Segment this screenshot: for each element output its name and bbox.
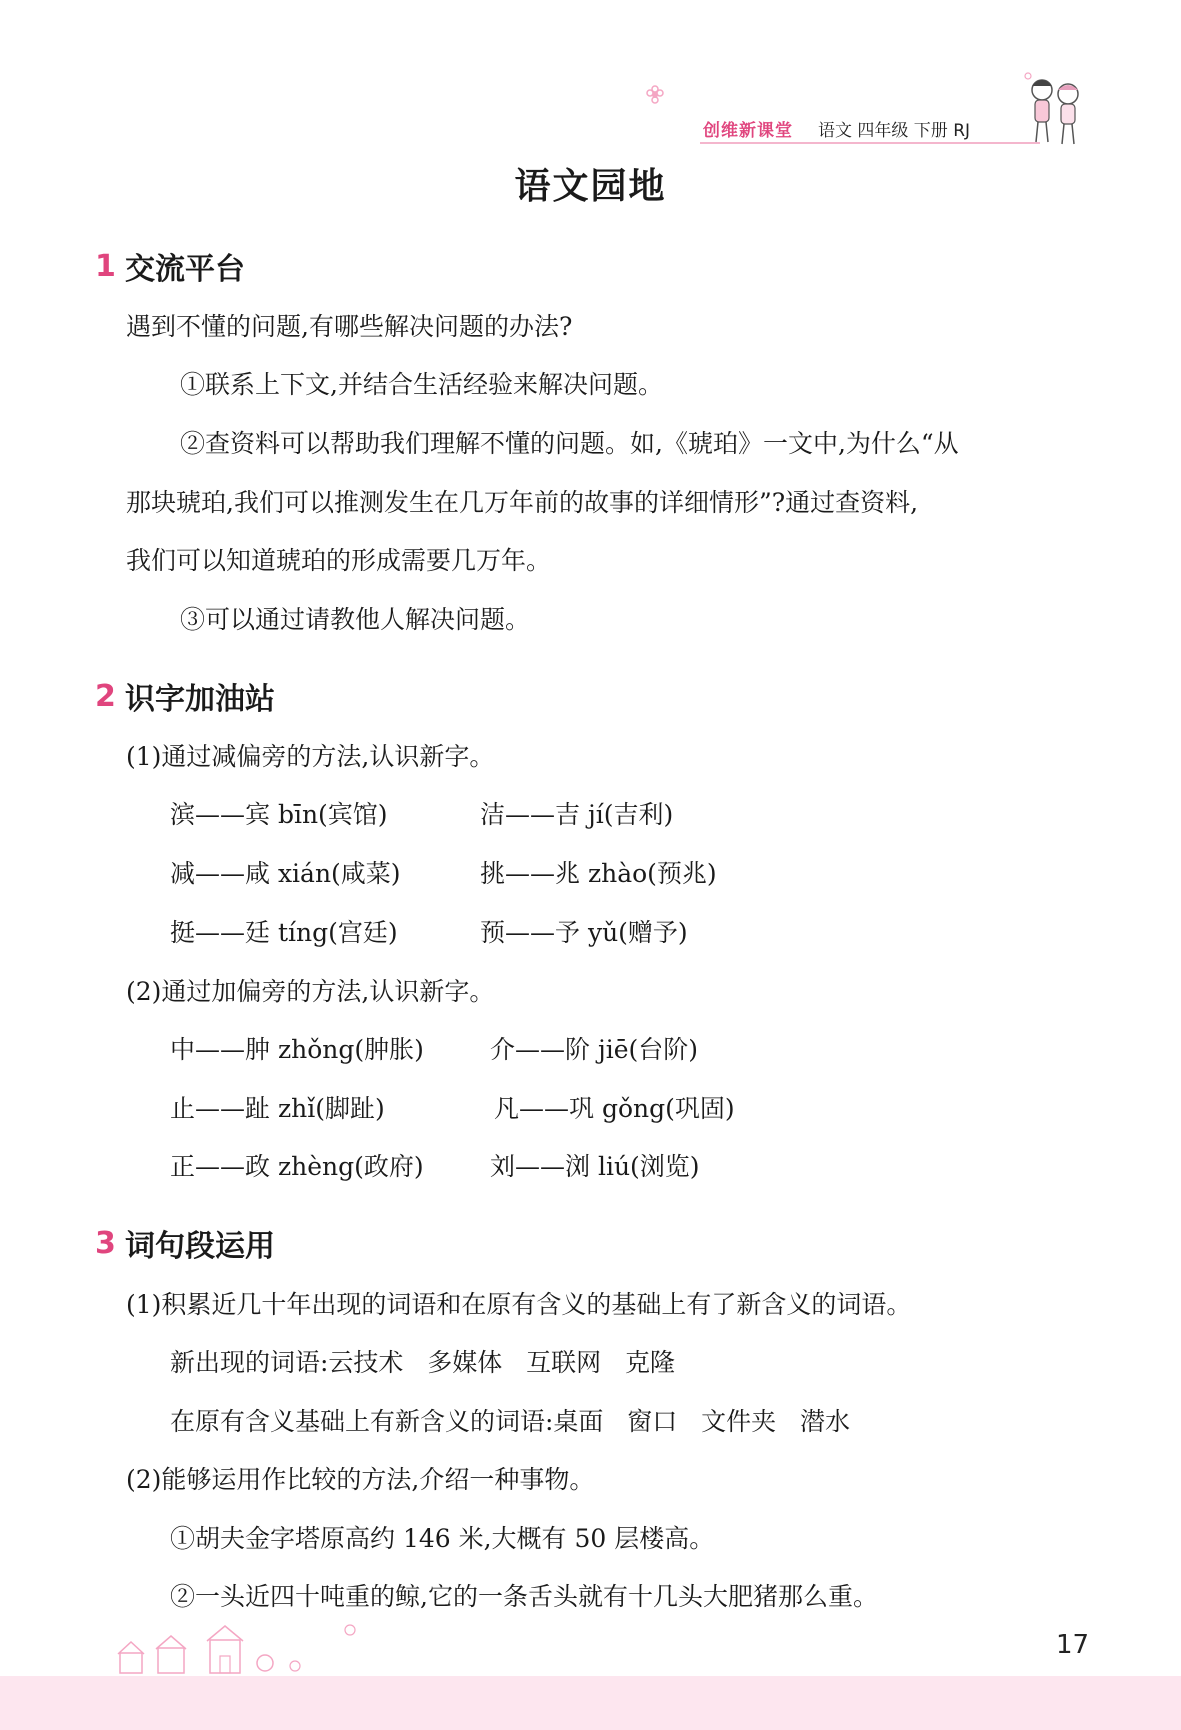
section-2-heading	[95, 676, 275, 716]
text-line: 那块琥珀,我们可以推测发生在几万年前的故事的详细情形”?通过查资料,	[126, 488, 919, 517]
section-3-heading	[95, 1223, 275, 1263]
section-number: 2	[95, 678, 116, 714]
text-line: ①胡夫金字塔原高约 146 米,大概有 50 层楼高。	[170, 1524, 715, 1553]
flower-decoration-icon	[644, 85, 666, 105]
text-line: ②一头近四十吨重的鲸,它的一条舌头就有十几头大肥猪那么重。	[170, 1582, 878, 1611]
section-title: 交流平台	[125, 252, 245, 287]
page-title: 语文园地	[514, 166, 667, 207]
word-pair: 刘——浏 liú(浏览)	[490, 1152, 700, 1181]
word-pair: 减——咸 xián(咸菜)	[170, 859, 401, 888]
word-pair: 挺——廷 tíng(宫廷)	[170, 918, 398, 947]
kids-illustration-icon	[1020, 72, 1090, 152]
text-line: ②查资料可以帮助我们理解不懂的问题。如,《琥珀》一文中,为什么“从	[180, 429, 959, 458]
text-line: (2)能够运用作比较的方法,介绍一种事物。	[126, 1465, 595, 1494]
word-pair: 中——肿 zhǒng(肿胀)	[170, 1035, 424, 1064]
word-pair: 挑——兆 zhào(预兆)	[480, 859, 717, 888]
word-pair: 正——政 zhèng(政府)	[170, 1152, 424, 1181]
word-pair: 介——阶 jiē(台阶)	[490, 1035, 698, 1064]
subheading: (2)通过加偏旁的方法,认识新字。	[126, 977, 495, 1006]
section-title: 识字加油站	[125, 682, 275, 717]
subheading: (1)通过减偏旁的方法,认识新字。	[126, 742, 495, 771]
text-line: 在原有含义基础上有新含义的词语:桌面 窗口 文件夹 潜水	[170, 1407, 850, 1436]
text-line: ③可以通过请教他人解决问题。	[180, 605, 531, 634]
section-title: 词句段运用	[125, 1229, 275, 1264]
section-number: 1	[95, 248, 116, 284]
word-pair: 滨——宾 bīn(宾馆)	[170, 800, 388, 829]
word-pair: 止——趾 zhǐ(脚趾)	[170, 1094, 385, 1123]
header-divider	[700, 142, 1040, 144]
footer-band	[0, 1676, 1181, 1730]
word-pair: 凡——巩 gǒng(巩固)	[494, 1094, 735, 1123]
text-line: 我们可以知道琥珀的形成需要几万年。	[126, 546, 552, 575]
header-meta: 语文 四年级 下册 RJ	[818, 121, 971, 141]
section-1-heading	[95, 246, 245, 286]
text-line: (1)积累近几十年出现的词语和在原有含义的基础上有了新含义的词语。	[126, 1290, 912, 1319]
text-line: 遇到不懂的问题,有哪些解决问题的办法?	[126, 312, 573, 341]
header-brand: 创维新课堂	[703, 121, 793, 141]
text-line: ①联系上下文,并结合生活经验来解决问题。	[180, 370, 663, 399]
word-pair: 洁——吉 jí(吉利)	[480, 800, 674, 829]
section-number: 3	[95, 1225, 116, 1261]
text-line: 新出现的词语:云技术 多媒体 互联网 克隆	[170, 1348, 675, 1377]
page-number: 17	[1056, 1630, 1090, 1660]
houses-illustration-icon	[110, 1618, 370, 1678]
word-pair: 预——予 yǔ(赠予)	[480, 918, 688, 947]
